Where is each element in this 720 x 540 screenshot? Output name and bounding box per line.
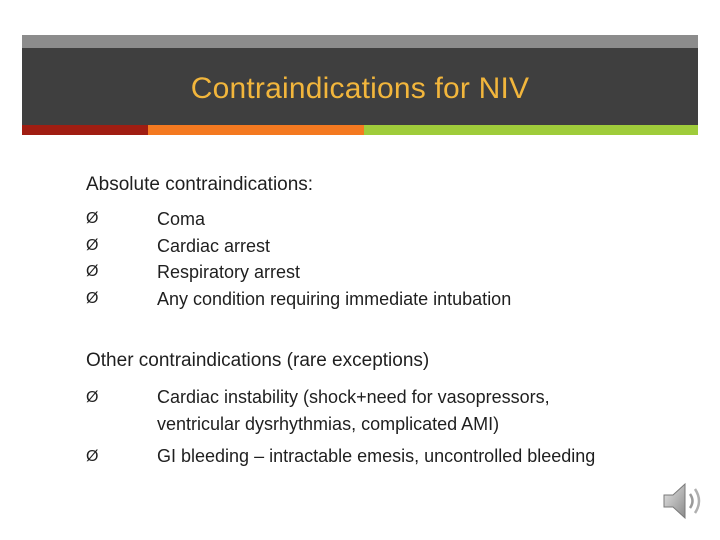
absolute-contraindications-heading: Absolute contraindications: <box>86 174 314 195</box>
list-item: Ø Cardiac instability (shock+need for vasopressors, ventricular dysrhythmias, complicated AMI) <box>86 384 617 438</box>
list-item: Ø Any condition requiring immediate intubation <box>86 286 511 313</box>
arrow-bullet-icon: Ø <box>86 236 99 254</box>
accent-bar-orange <box>148 125 364 135</box>
arrow-bullet-icon: Ø <box>86 210 99 227</box>
arrow-bullet-icon: Ø <box>86 289 99 307</box>
list-item: Ø Coma <box>86 206 511 233</box>
arrow-bullet-icon: Ø <box>86 263 99 280</box>
title-bar <box>22 48 698 125</box>
list-item: Ø Cardiac arrest <box>86 233 511 260</box>
other-contraindications-heading: Other contraindications (rare exceptions) <box>86 350 430 371</box>
accent-bar-red <box>22 125 148 135</box>
accent-bar-green <box>364 125 698 135</box>
slide-content <box>86 172 686 466</box>
speaker-icon[interactable] <box>658 476 708 526</box>
arrow-bullet-icon: Ø <box>86 448 99 465</box>
absolute-contraindications-list <box>86 206 511 312</box>
list-item: Ø Respiratory arrest <box>86 259 511 286</box>
top-gray-bar <box>22 35 698 48</box>
list-item: Ø GI bleeding – intractable emesis, uncontrolled bleeding <box>86 443 617 470</box>
arrow-bullet-icon: Ø <box>86 389 99 406</box>
slide-title: Contraindications for NIV <box>190 71 530 105</box>
other-contraindications-list <box>86 384 617 475</box>
